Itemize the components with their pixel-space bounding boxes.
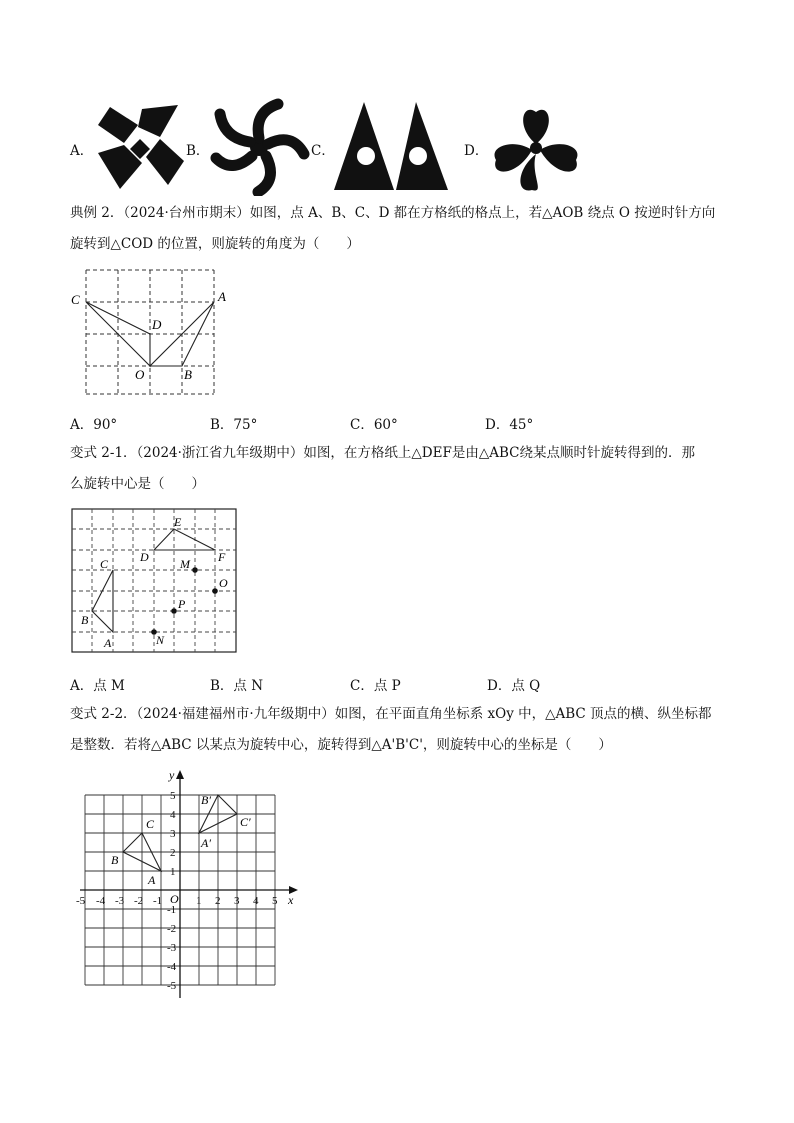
point-b-label: B: [184, 367, 192, 382]
point-f-label: F: [218, 550, 226, 564]
x-tick-label: 4: [253, 895, 259, 907]
point-p-label: P: [178, 597, 186, 611]
point-d-label: D: [152, 317, 162, 332]
center-grid-figure: [70, 506, 240, 656]
point-d-label: D: [140, 550, 149, 564]
spiral-shape-icon: [208, 98, 310, 196]
point-a-label: A: [218, 289, 226, 304]
variant-2-2-line-1: 变式 2-2．（2024·福建福州市·九年级期中）如图，在平面直角坐标系 xOy 中，△ABC 顶点的横、纵坐标都: [70, 706, 712, 722]
x-tick-label: -4: [96, 895, 106, 907]
point-c-label: C: [146, 817, 155, 831]
point-n-label: N: [156, 633, 165, 647]
point-m-label: M: [180, 557, 190, 571]
x-tick-label: 5: [272, 895, 278, 907]
point-c-prime-label: C′: [240, 815, 251, 829]
y-tick-label: 2: [170, 847, 176, 859]
example-2-line-1: 典例 2．（2024·台州市期末）如图，点 A、B、C、D 都在方格纸的格点上，若△AOB 绕点 O 按逆时针方向: [70, 205, 716, 221]
y-tick-label: 1: [170, 866, 176, 878]
example-2-option-d: D．45°: [485, 417, 534, 433]
y-tick-label: -1: [167, 904, 177, 916]
option-c-label: C．: [311, 143, 335, 159]
origin-label: O: [170, 892, 179, 906]
rotation-grid-figure: [66, 266, 236, 398]
option-b-label: B．: [186, 143, 210, 159]
y-tick-label: 3: [170, 828, 176, 840]
example-2-option-a: A．90°: [70, 417, 118, 433]
y-tick-label: -2: [167, 923, 177, 935]
point-c-label: C: [100, 557, 109, 571]
point-a-label: A: [148, 873, 156, 887]
example-2-option-b: B．75°: [210, 417, 258, 433]
y-tick-label: 4: [170, 809, 176, 821]
point-a-prime-label: A′: [201, 836, 211, 850]
option-a-label: A．: [70, 143, 94, 159]
point-a-label: A: [104, 636, 112, 650]
x-tick-label: -2: [134, 895, 144, 907]
variant-2-1-option-d: D．点 Q: [487, 678, 541, 694]
variant-2-1-option-a: A．点 M: [70, 678, 125, 694]
variant-2-2-line-2: 是整数．若将△ABC 以某点为旋转中心，旋转得到△A'B'C'，则旋转中心的坐标是（ ）: [70, 737, 612, 753]
pinwheel-shape-icon: [94, 103, 186, 191]
point-b-label: B: [111, 853, 119, 867]
variant-2-1-line-1: 变式 2-1．（2024·浙江省九年级期中）如图，在方格纸上△DEF是由△ABC绕某点顺时针旋转得到的．那: [70, 445, 695, 461]
heart-petal-shape-icon: [486, 98, 586, 194]
x-tick-label: 3: [234, 895, 240, 907]
coordinate-grid-figure: [70, 766, 310, 1000]
y-axis-label: y: [169, 768, 175, 782]
option-d-label: D．: [464, 143, 489, 159]
variant-2-1-option-c: C．点 P: [350, 678, 401, 694]
point-e-label: E: [174, 515, 182, 529]
point-b-prime-label: B′: [201, 793, 211, 807]
x-tick-label: -1: [153, 895, 163, 907]
example-2-line-2: 旋转到△COD 的位置，则旋转的角度为（ ）: [70, 236, 360, 252]
triangle-pair-shape-icon: [332, 100, 450, 194]
x-tick-label: -3: [115, 895, 125, 907]
x-tick-label: 1: [196, 895, 202, 907]
example-2-option-c: C．60°: [350, 417, 398, 433]
y-tick-label: -5: [167, 980, 177, 992]
variant-2-1-option-b: B．点 N: [210, 678, 264, 694]
x-tick-label: 2: [215, 895, 221, 907]
point-c-label: C: [71, 292, 80, 307]
x-axis-label: x: [288, 893, 294, 907]
y-tick-label: 5: [170, 790, 176, 802]
y-tick-label: -4: [167, 961, 177, 973]
x-tick-label: -5: [76, 895, 86, 907]
y-tick-label: -3: [167, 942, 177, 954]
point-o-label: O: [219, 576, 228, 590]
point-o-label: O: [135, 367, 145, 382]
variant-2-1-line-2: 么旋转中心是（ ）: [70, 476, 205, 492]
point-b-label: B: [81, 613, 89, 627]
